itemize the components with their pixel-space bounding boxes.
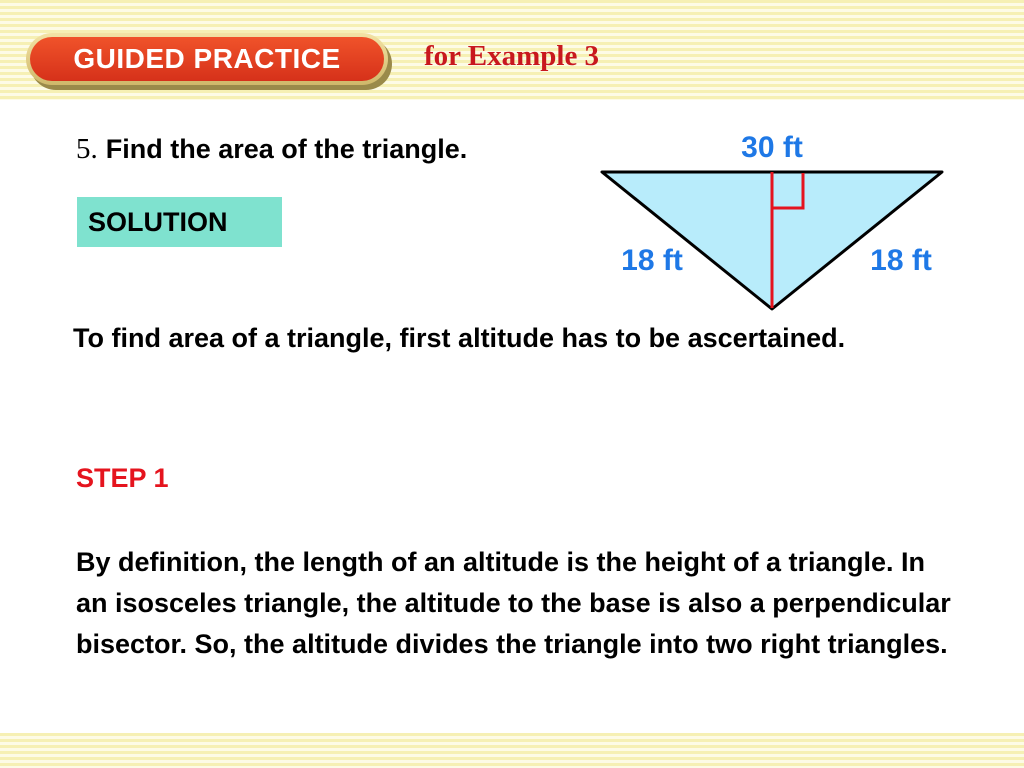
- left-side-label: 18 ft: [621, 244, 683, 277]
- triangle-diagram: [590, 115, 950, 325]
- badge-label: GUIDED PRACTICE: [30, 37, 384, 81]
- footer-band: [0, 733, 1024, 768]
- example-reference: for Example 3: [424, 40, 600, 72]
- guided-practice-badge: [26, 33, 388, 85]
- question-number: 5.: [76, 133, 98, 165]
- question: [76, 133, 467, 166]
- intro-paragraph: To find area of a triangle, first altitude has to be ascertained.: [73, 323, 846, 353]
- triangle-figure: [590, 115, 950, 320]
- step-title: STEP 1: [76, 463, 169, 493]
- solution-label: SOLUTION: [77, 197, 282, 247]
- base-label: 30 ft: [741, 131, 803, 164]
- question-text: Find the area of the triangle.: [105, 134, 468, 164]
- right-side-label: 18 ft: [870, 244, 932, 277]
- step-body: By definition, the length of an altitude is the height of a triangle. In an isosceles triangle, the altitude to the base is also a perpendicular bisector. So, the altitude divides the triangle into two right triangles.: [76, 547, 951, 659]
